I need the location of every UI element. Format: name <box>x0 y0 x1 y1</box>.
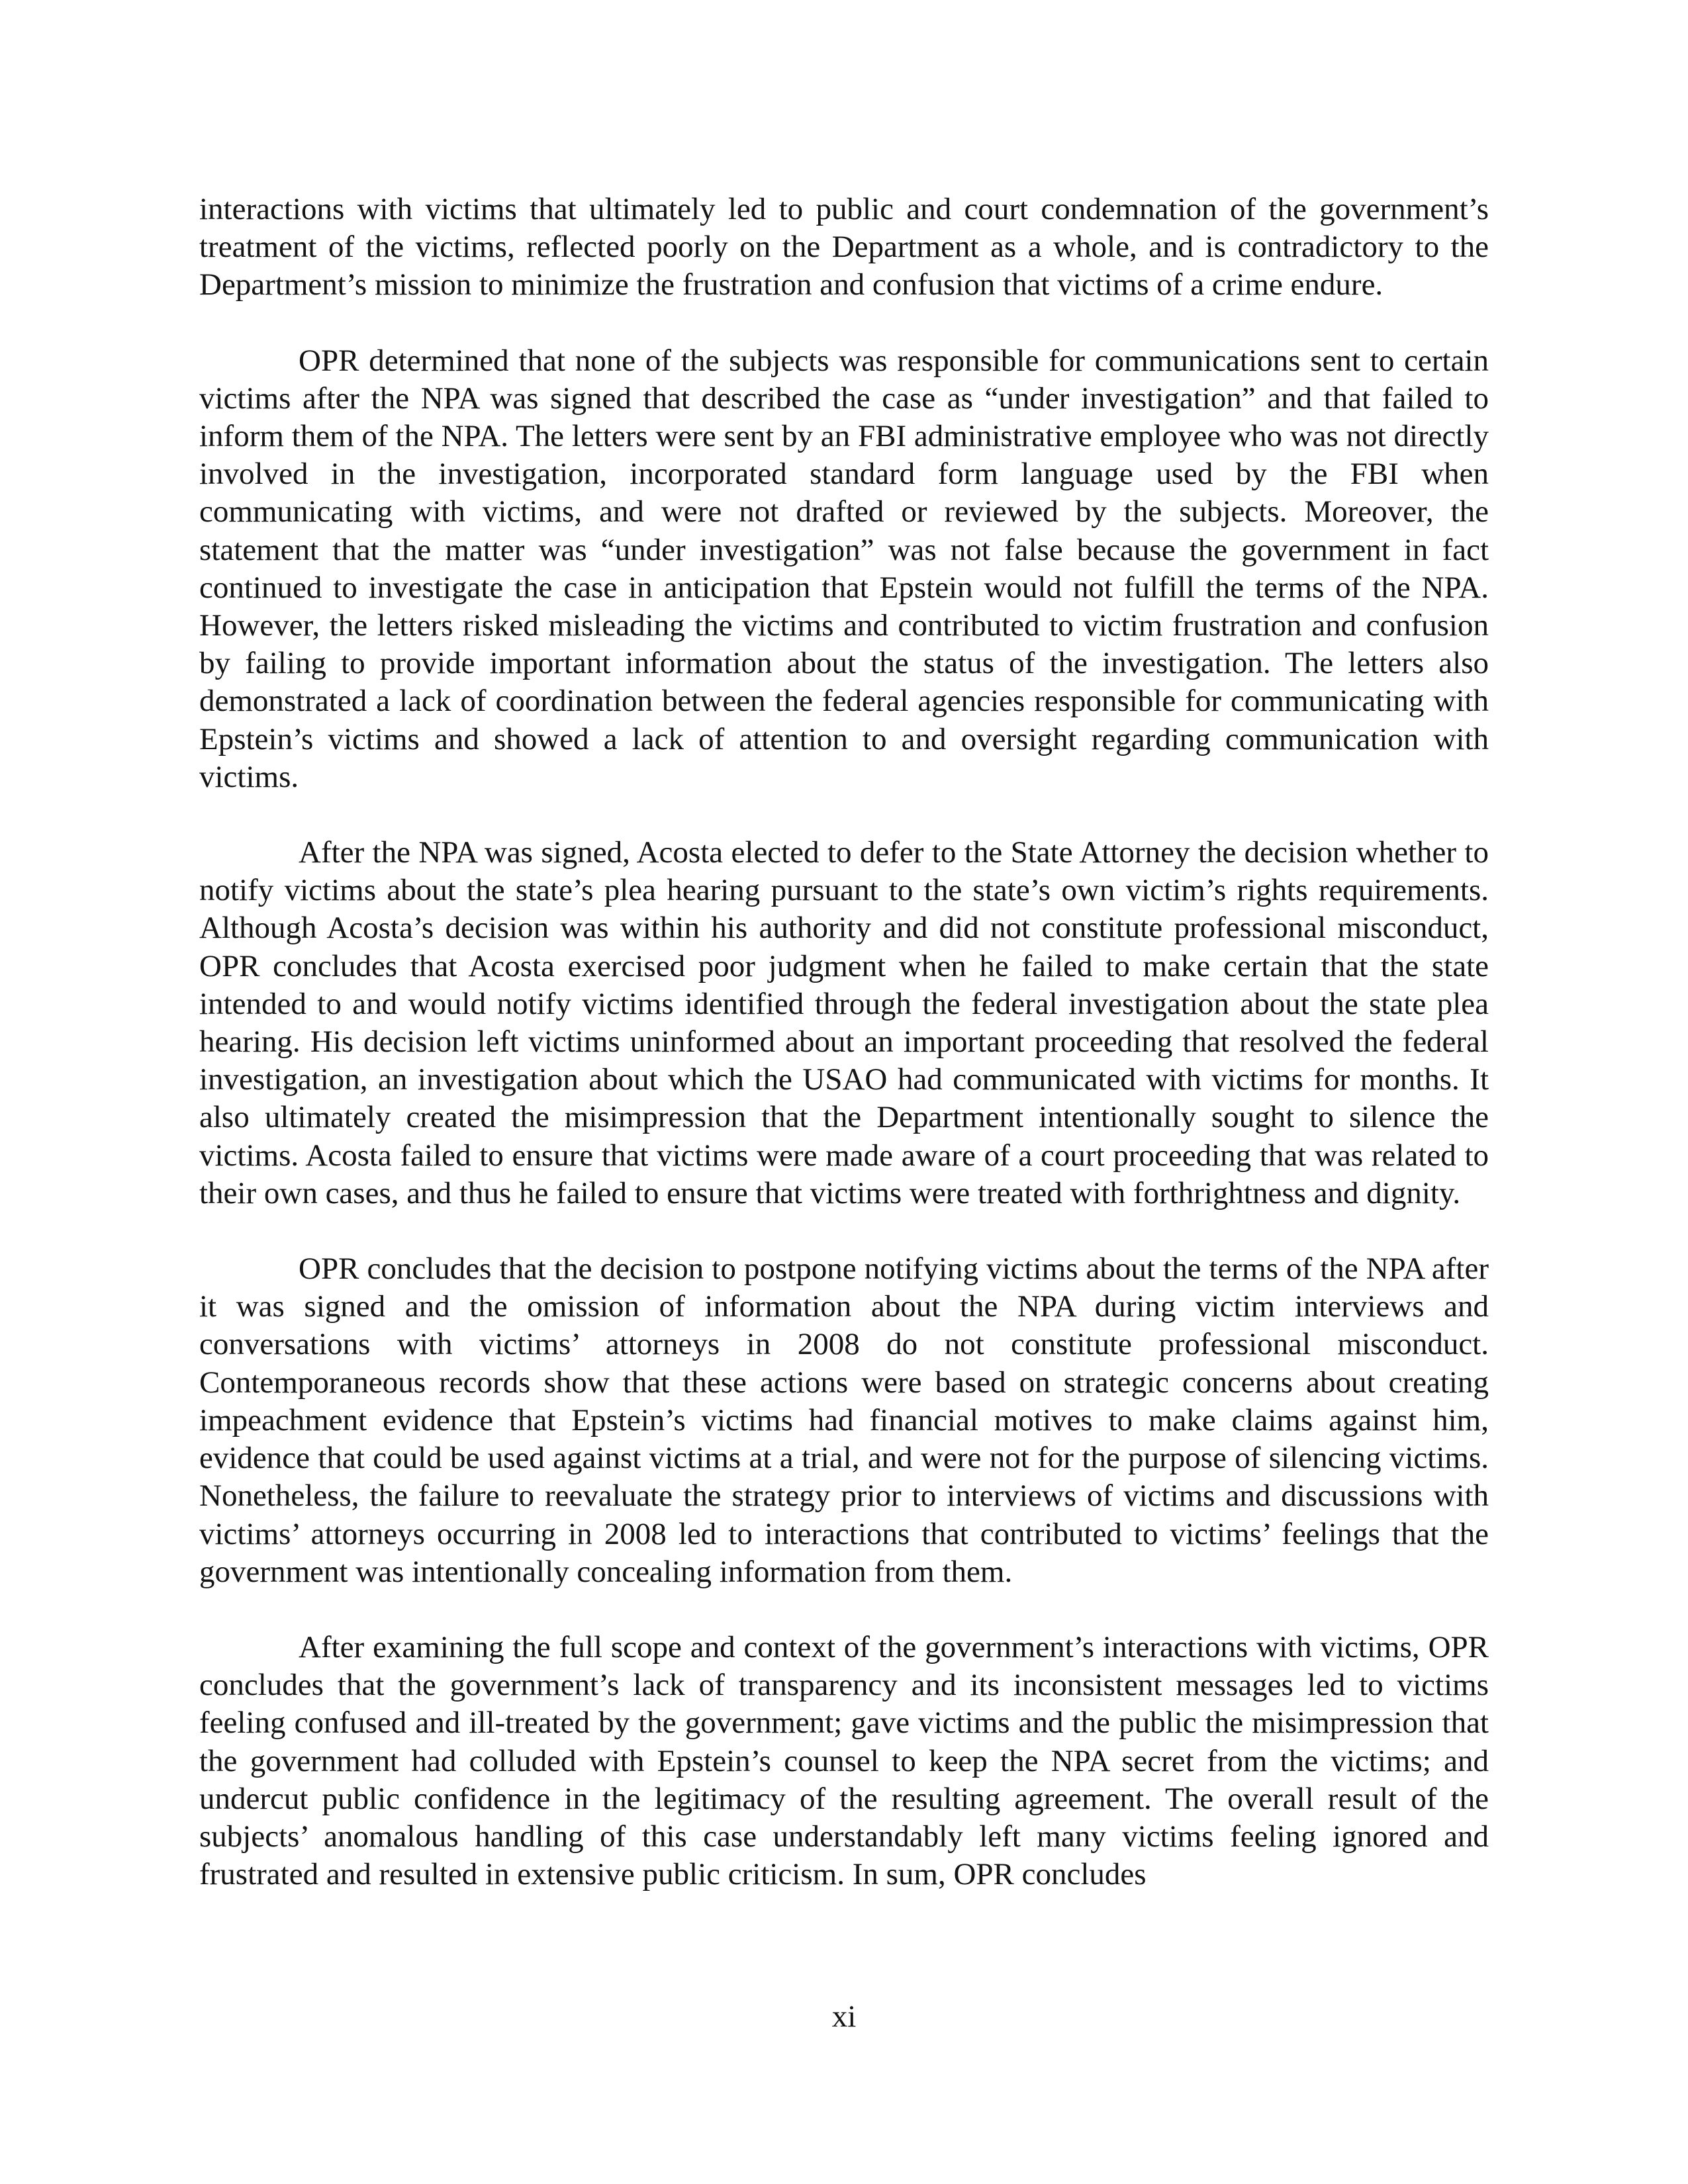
body-text <box>199 191 1489 1931</box>
paragraph-state-plea-hearing: After the NPA was signed, Acosta elected to defer to the State Attorney the decision whether to notify victims about the state’s plea hearing pursuant to the state’s own victim’s rights requirements. Although Acosta’s decision was within his authority and did not constitute professional misconduct, OPR concludes that Acosta exercised poor judgment when he failed to make certain that the state intended to and would notify victims identified through the federal investigation about the state plea hearing. His decision left victims uninformed about an important proceeding that resolved the federal investigation, an investigation about which the USAO had communicated with victims for months. It also ultimately created the misimpression that the Department intentionally sought to silence the victims. Acosta failed to ensure that victims were made aware of a court proceeding that was related to their own cases, and thus he failed to ensure that victims were treated with forthrightness and dignity. <box>199 835 1489 1210</box>
paragraph-postpone-notification: OPR concludes that the decision to postpone notifying victims about the terms of the NPA after it was signed and the omission of information about the NPA during victim interviews and conversations with victims’ attorneys in 2008 do not constitute professional misconduct. Contemporaneous records show that these actions were based on strategic concerns about creating impeachment evidence that Epstein’s victims had financial motives to make claims against him, evidence that could be used against victims at a trial, and were not for the purpose of silencing victims. Nonetheless, the failure to reevaluate the strategy prior to interviews of victims and discussions with victims’ attorneys occurring in 2008 led to interactions that contributed to victims’ feelings that the government was intentionally concealing information from them. <box>199 1251 1489 1589</box>
page-number: xi <box>831 1999 857 2034</box>
paragraph-fbi-letters: OPR determined that none of the subjects was responsible for communications sent to certain victims after the NPA was signed that described the case as “under investigation” and that failed to inform them of the NPA. The letters were sent by an FBI administrative employee who was not directly involved in the investigation, incorporated standard form language used by the FBI when communicating with victims, and were not drafted or reviewed by the subjects. Moreover, the statement that the matter was “under investigation” was not false because the government in fact continued to investigate the case in anticipation that Epstein would not fulfill the terms of the NPA. However, the letters risked misleading the victims and contributed to victim frustration and confusion by failing to provide important information about the status of the investigation. The letters also demonstrated a lack of coordination between the federal agencies responsible for communicating with Epstein’s victims and showed a lack of attention to and oversight regarding communication with victims. <box>199 343 1489 794</box>
paragraph-overall-conclusion: After examining the full scope and context of the government’s interactions with victims, OPR concludes that the government’s lack of transparency and its inconsistent messages led to victims feeling confused and ill-treated by the government; gave victims and the public the misimpression that the government had colluded with Epstein’s counsel to keep the NPA secret from the victims; and undercut public confidence in the legitimacy of the resulting agreement. The overall result of the subjects’ anomalous handling of this case understandably left many victims feeling ignored and frustrated and resulted in extensive public criticism. In sum, OPR concludes <box>199 1629 1489 1892</box>
paragraph-continuation: interactions with victims that ultimately led to public and court condemnation of the government’s treatment of the victims, reflected poorly on the Department as a whole, and is contradictory to the Department’s mission to minimize the frustration and confusion that victims of a crime endure. <box>199 192 1489 302</box>
